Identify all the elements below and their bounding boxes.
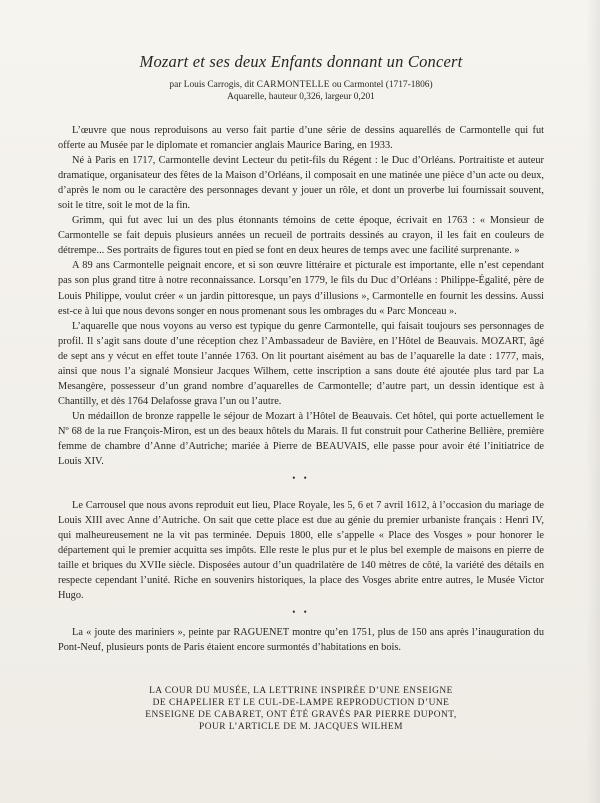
section-separator: • • (292, 607, 310, 618)
paragraph: Grimm, qui fut avec lui un des plus étonnants témoins de cette époque, écrivait en 1763 : « Monsieur de Carmontelle se fait depuis plusieurs années un recueil de portraits dessinés au crayon, il les fait en couleurs de détrempe... Ses portraits de figures tout en pied se font en deux heures de temps avec une facilité surprenante. » (58, 215, 544, 257)
attribution-line-dimensions: Aquarelle, hauteur 0,326, largeur 0,201 (227, 91, 375, 102)
credit-line: LA COUR DU MUSÉE, LA LETTRINE INSPIRÉE D’UNE ENSEIGNE (149, 685, 453, 696)
artwork-attribution (58, 80, 544, 103)
article-title: Mozart et ses deux Enfants donnant un Concert (139, 52, 463, 71)
credit-line: POUR L’ARTICLE DE M. JACQUES WILHEM (199, 722, 403, 733)
paragraph: Né à Paris en 1717, Carmontelle devint Lecteur du petit-fils du Régent : le Duc d’Orléans. Portraitiste et auteur dramatique, organisateur des fêtes de la Maison d’Orléans, il composait en une matinée une pièce d’un acte ou deux, d’après le nom ou le caractère des personnages devant y jouer un rôle, et dont un proverbe lui fournissait souvent, soit le titre, soit le mot de la fin. (58, 155, 544, 212)
paragraph: Le Carrousel que nous avons reproduit eut lieu, Place Royale, les 5, 6 et 7 avril 1612, à l’occasion du mariage de Louis XIII avec Anne d’Autriche. On sait que cette place est due au génie du premier urbaniste français : Henri IV, qui malheureusement ne la vit pas terminée. Depuis 1800, elle s’appelle « Place des Vosges » pour honorer le département qui le premier acquitta ses impôts. Elle reste le plus pur et le plus bel exemple de maisons en pierre de taille et briques du XVIIe siècle. Disposées autour d’un quadrilatère de 140 mètres de côté, la variété des détails en respecte cependant l’unité. Riche en souvenirs historiques, la place des Vosges abrite entre autres, le Musée Victor Hugo. (58, 500, 544, 602)
attribution-suffix: ou Carmontel (1717-1806) (332, 80, 433, 90)
paragraph: L’œuvre que nous reproduisons au verso fait partie d’une série de dessins aquarellés de Carmontelle qui fut offerte au Musée par le diplomate et romancier anglais Maurice Baring, en 1933. (58, 125, 544, 152)
attribution-prefix: par Louis Carrogis, dit (169, 80, 255, 90)
article-body (58, 123, 544, 655)
section-separator: • • (292, 473, 310, 484)
artist-name: CARMONTELLE (256, 80, 330, 90)
page-edge-shadow (586, 0, 600, 803)
engraving-credits (58, 685, 544, 734)
attribution-line-artist (58, 80, 544, 92)
paragraph: La « joute des mariniers », peinte par RAGUENET montre qu’en 1751, plus de 150 ans après l’inauguration du Pont-Neuf, plusieurs ponts de Paris étaient encore surmontés d’habitations en bois. (58, 626, 544, 653)
credit-line: ENSEIGNE DE CABARET, ONT ÉTÉ GRAVÉS PAR PIERRE DUPONT, (145, 710, 457, 721)
paragraph: Un médaillon de bronze rappelle le séjour de Mozart à l’Hôtel de Beauvais. Cet hôtel, qui porte actuellement le Nº 68 de la rue François-Miron, est un des beaux hôtels du Marais. Il fut construit pour Catherine Bellière, première femme de chambre d’Anne d’Autriche; mariée à Pierre de BEAUVAIS, elle passe pour avoir été l’initiatrice de Louis XIV. (58, 410, 544, 468)
paragraph: L’aquarelle que nous voyons au verso est typique du genre Carmontelle, qui faisait toujours ses personnages de profil. Il s’agit sans doute d’une réception chez l’Ambassadeur de Bavière, en l’Hôtel de Beauvais. MOZART, âgé de sept ans y vécut en effet toute l’année 1763. On lit pourtant aisément au bas de l’aquarelle la date : 1777, mais, ainsi que nous l’a signalé Monsieur Jacques Wilhem, cette inscription a sans doute été ajoutée plus tard par La Mesangère, possesseur d’un grand nombre d’aquarelles de Carmontelle; d’autre part, un dessin identique est à Chantilly, et dès 1764 Delafosse grava l’un ou l’autre. (58, 320, 544, 407)
credit-line: DE CHAPELIER ET LE CUL-DE-LAMPE REPRODUCTION D’UNE (152, 697, 450, 708)
paragraph: A 89 ans Carmontelle peignait encore, et si son œuvre littéraire et picturale est importante, elle n’est cependant pas son plus grand titre à notre reconnaissance. Lorsqu’en 1779, le fils du Duc d’Orléans : Philippe-Égalité, père de Louis Philippe, voulut créer « un jardin pittoresque, un pays d’illusions », Carmontelle en fournit les dessins. Aussi est-ce à lui que nous devons songer en nous promenant sous les ombrages du « Parc Monceau ». (58, 260, 544, 317)
